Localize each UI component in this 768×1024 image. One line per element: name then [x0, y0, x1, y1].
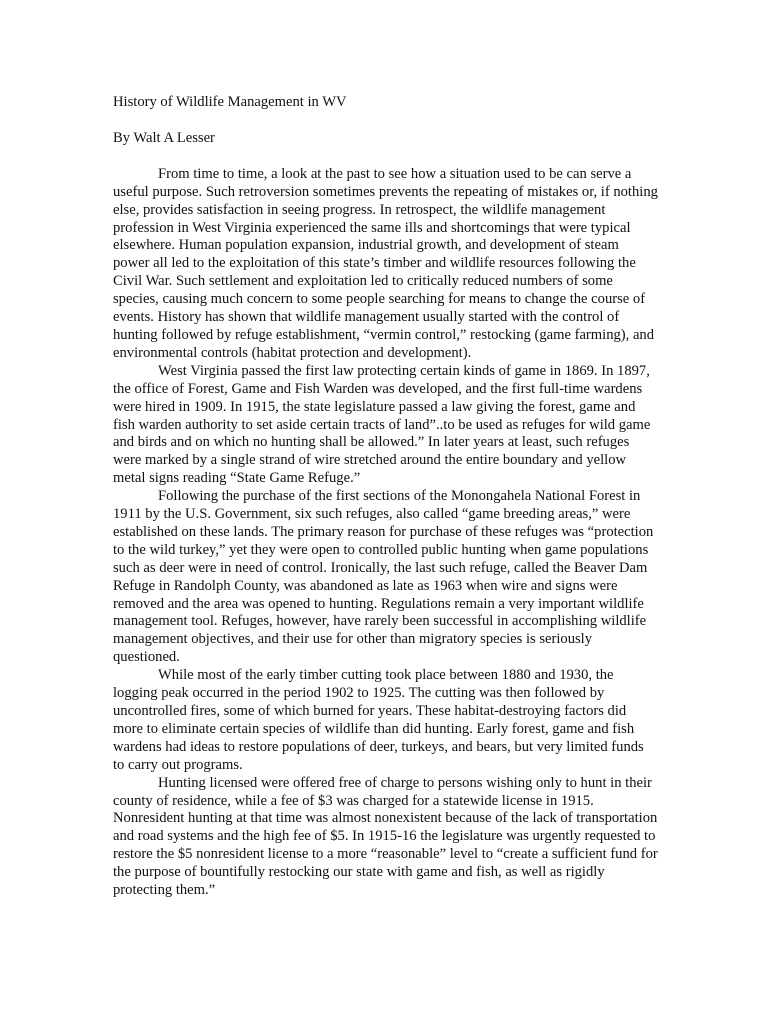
paragraph: West Virginia passed the first law protecting certain kinds of game in 1869. In 1897, the office of Forest, Game and Fish Warden was developed, and the first full-time wardens were hired in 1909. In 1915, the state legislature passed a law giving the forest, game and fish warden authority to set aside certain tracts of land”..to be used as refuges for wild game and birds and on which no hunting shall be allowed.” In later years at least, such refuges were marked by a single strand of wire stretched around the entire boundary and yellow metal signs reading “State Game Refuge.” — [113, 362, 651, 487]
document-page — [113, 94, 658, 900]
paragraph: While most of the early timber cutting took place between 1880 and 1930, the logging peak occurred in the period 1902 to 1925. The cutting was then followed by uncontrolled fires, some of which burned for years. These habitat-destroying factors did more to eliminate certain species of wildlife than did hunting. Early forest, game and fish wardens had ideas to restore populations of deer, turkeys, and bears, but very limited funds to carry out programs. — [113, 667, 644, 773]
document-title: History of Wildlife Management in WV — [113, 94, 347, 110]
paragraph: Following the purchase of the first sections of the Monongahela National Forest in 1911 by the U.S. Government, six such refuges, also called “game breeding areas,” were established on these lands. The primary reason for purchase of these refuges was “protection to the wild turkey,” yet they were open to controlled public hunting when game populations such as deer were in need of control. Ironically, the last such refuge, called the Beaver Dam Refuge in Randolph County, was abandoned as late as 1963 when wire and signs were removed and the area was opened to hunting. Regulations remain a very important wildlife management tool. Refuges, however, have rarely been successful in accomplishing wildlife management objectives, and their use for other than migratory species is seriously questioned. — [113, 488, 654, 666]
paragraph: From time to time, a look at the past to see how a situation used to be can serve a useful purpose. Such retroversion sometimes prevents the repeating of mistakes or, if nothing else, provides satisfaction in seeing progress. In retrospect, the wildlife management profession in West Virginia experienced the same ills and shortcomings that were typical elsewhere. Human population expansion, industrial growth, and development of steam power all led to the exploitation of this state’s timber and wildlife resources following the Civil War. Such settlement and exploitation led to critically reduced numbers of some species, causing much concern to some people searching for means to change the course of events. History has shown that wildlife management usually started with the control of hunting followed by refuge establishment, “vermin control,” restocking (game farming), and environmental controls (habitat protection and development). — [113, 165, 658, 361]
document-byline: By Walt A Lesser — [113, 129, 215, 146]
paragraph: Hunting licensed were offered free of charge to persons wishing only to hunt in their county of residence, while a fee of $3 was charged for a statewide license in 1915. Nonresident hunting at that time was almost nonexistent because of the lack of transportation and road systems and the high fee of $5. In 1915-16 the legislature was urgently requested to restore the $5 nonresident license to a more “reasonable” level to “create a sufficient fund for the purpose of bountifully restocking our state with game and fish, as well as rigidly protecting them.” — [113, 774, 658, 899]
